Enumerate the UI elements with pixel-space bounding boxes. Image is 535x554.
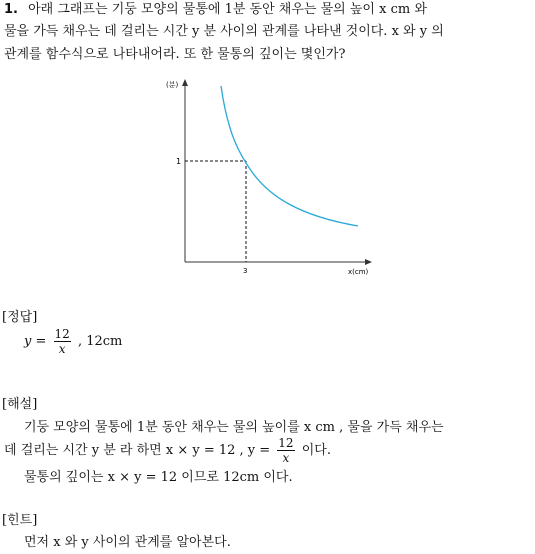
hint-line-1: 먼저 x 와 y 사이의 관계를 알아본다.	[24, 535, 231, 550]
question-text-1: 아래 그래프는 기둥 모양의 물통에 1분 동안 채우는 물의 높이 x cm 와	[28, 2, 427, 17]
hint-header: [힌트]	[2, 513, 38, 528]
question-line-2: 물을 가득 채우는 데 걸리는 시간 y 분 사이의 관계를 나타낸 것이다. x 와 y 의	[4, 24, 444, 39]
explanation-line-2	[4, 434, 331, 468]
question-line-1	[4, 0, 427, 21]
y-tick-label: 1	[176, 157, 182, 166]
answer-eq-lhs: y =	[24, 334, 47, 349]
explanation-frac-den: x	[282, 451, 290, 465]
question-number: 1.	[4, 2, 18, 17]
curve	[221, 86, 358, 226]
explanation-line-2b: 이다.	[301, 443, 331, 458]
explanation-line-3: 물통의 깊이는 x × y = 12 이므로 12cm 이다.	[24, 470, 293, 485]
x-unit-label: x(cm)	[348, 268, 369, 276]
answer-header: [정답]	[2, 310, 38, 325]
graph	[0, 75, 535, 285]
answer-line	[24, 325, 122, 359]
answer-frac-den: x	[58, 342, 66, 356]
x-tick-label: 3	[243, 267, 248, 275]
explanation-fraction	[277, 436, 294, 465]
answer-fraction	[54, 327, 71, 356]
explanation-line-1: 기둥 모양의 물통에 1분 동안 채우는 물의 높이를 x cm , 물을 가득 채우는	[24, 420, 444, 435]
answer-tail: , 12cm	[77, 334, 123, 349]
explanation-line-2a: 데 걸리는 시간 y 분 라 하면 x × y = 12 , y =	[4, 443, 271, 458]
answer-frac-num: 12	[54, 327, 70, 341]
x-axis-arrow	[365, 259, 372, 265]
explanation-frac-num: 12	[278, 436, 294, 450]
question-line-3: 관계를 함수식으로 나타내어라. 또 한 물통의 깊이는 몇인가?	[4, 47, 346, 62]
y-axis-arrow	[182, 79, 188, 86]
y-unit-label: (분)	[166, 81, 179, 89]
explanation-header: [해설]	[2, 397, 38, 412]
